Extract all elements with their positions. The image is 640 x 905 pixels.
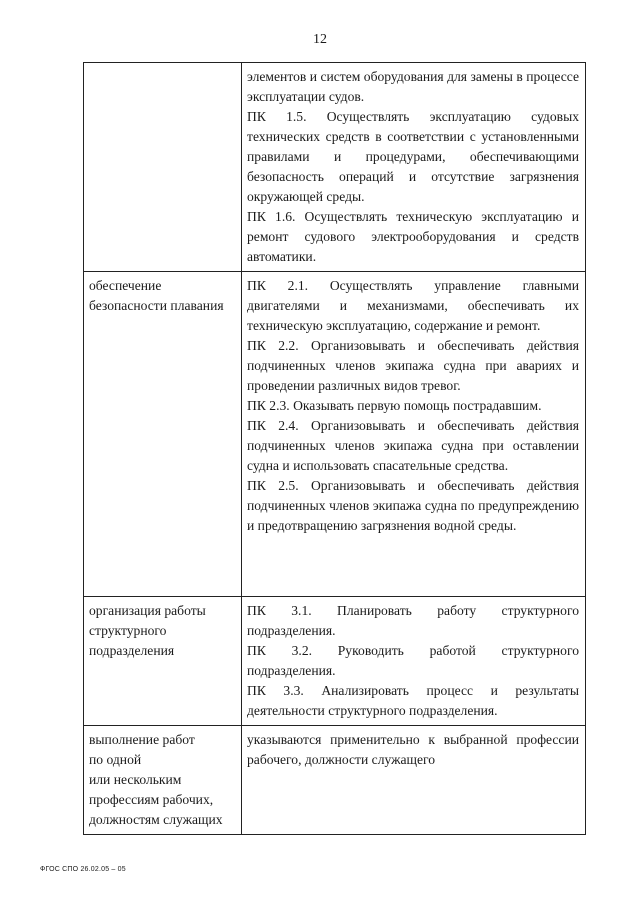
competency-text: ПК 3.2. Руководить работой структурного подразделения.	[247, 643, 579, 678]
competency-text: ПК 1.5. Осуществлять эксплуатацию судовых технических средств в соответствии с установленными правилами и процедурами, обеспечивающими безопасность операций и отсутствие загрязнения окружающей среды.	[247, 109, 579, 204]
competency-text: ПК 3.1. Планировать работу структурного подразделения.	[247, 603, 579, 638]
activity-cell	[84, 63, 242, 272]
competency-cell	[242, 63, 586, 272]
activity-line: подразделения	[89, 643, 175, 658]
competency-text: ПК 2.1. Осуществлять управление главными двигателями и механизмами, обеспечивать их техническую эксплуатацию, содержание и ремонт.	[247, 278, 579, 333]
activity-line: структурного	[89, 623, 167, 638]
page-number: 12	[313, 32, 327, 47]
activity-line: обеспечение	[89, 278, 162, 293]
activity-line: профессиям рабочих,	[89, 792, 214, 807]
competency-text: ПК 3.3. Анализировать процесс и результаты деятельности структурного подразделения.	[247, 683, 579, 718]
competency-text: ПК 2.4. Организовывать и обеспечивать действия подчиненных членов экипажа судна при оставлении судна и использовать спасательные средства.	[247, 418, 579, 473]
activity-line: должностям служащих	[89, 812, 223, 827]
competency-text: ПК 2.2. Организовывать и обеспечивать действия подчиненных членов экипажа судна при авариях и проведении различных видов тревог.	[247, 338, 579, 393]
activity-line: или нескольким	[89, 772, 182, 787]
table-row	[84, 726, 586, 835]
activity-line: выполнение работ	[89, 732, 195, 747]
activity-cell	[84, 272, 242, 597]
table-row	[84, 272, 586, 597]
competency-cell	[242, 597, 586, 726]
activity-line: безопасности плавания	[89, 298, 224, 313]
activity-line: организация работы	[89, 603, 206, 618]
activity-cell	[84, 597, 242, 726]
competency-text: ПК 2.3. Оказывать первую помощь пострадавшим.	[247, 398, 542, 413]
table-row	[84, 597, 586, 726]
competency-cell	[242, 272, 586, 597]
competency-text: указываются применительно к выбранной профессии рабочего, должности служащего	[247, 732, 579, 767]
competency-text: ПК 2.5. Организовывать и обеспечивать действия подчиненных членов экипажа судна по предупреждению и предотвращению загрязнения водной среды.	[247, 478, 579, 533]
table-row	[84, 63, 586, 272]
activity-cell	[84, 726, 242, 835]
document-footer: ФГОС СПО 26.02.05 – 05	[40, 866, 126, 873]
competencies-table	[83, 62, 586, 835]
competency-text: ПК 1.6. Осуществлять техническую эксплуатацию и ремонт судового электрооборудования и средств автоматики.	[247, 209, 579, 264]
competency-cell	[242, 726, 586, 835]
activity-line: по одной	[89, 752, 142, 767]
competency-text: элементов и систем оборудования для замены в процессе эксплуатации судов.	[247, 69, 579, 104]
